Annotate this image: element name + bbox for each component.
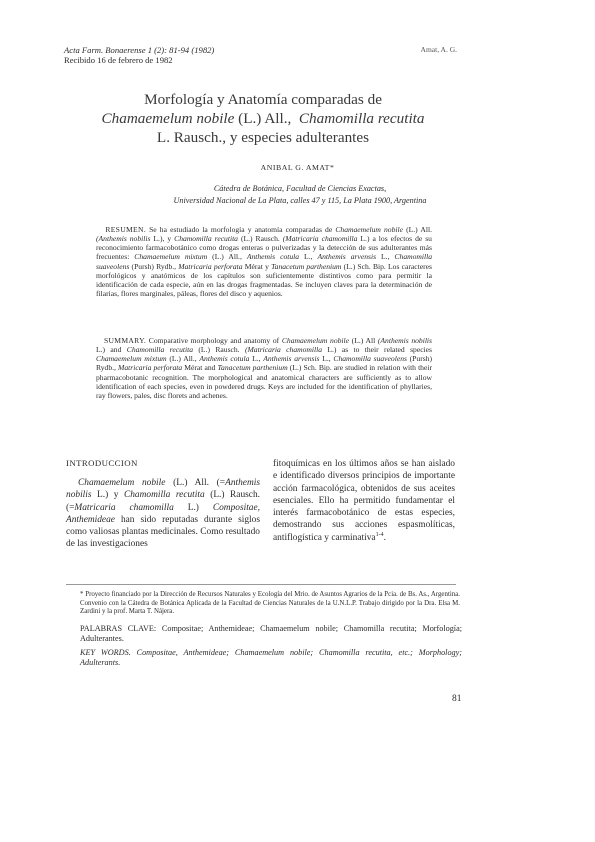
abstract-english-lead: SUMMARY. <box>103 336 147 345</box>
keywords-spanish-text: Compositae; Anthemideae; Chamaemelum nobile; Chamomilla recutita; Morfología; Adulterantes. <box>80 624 462 644</box>
species-name: Anthemis cotula <box>246 252 300 262</box>
abstract-spanish <box>96 225 432 298</box>
journal-citation <box>64 45 214 65</box>
footnote <box>80 591 460 617</box>
keywords-english-text: Compositae, Anthemideae; Chamaemelum nobile; Chamomilla recutita, etc.; Morphology; Adulterants. <box>80 648 462 668</box>
footnote-mark: * <box>80 591 84 598</box>
species-name: Chamomilla recutita <box>174 234 238 244</box>
footnote-divider <box>66 584 456 585</box>
abstract-text: Comparative morphology and anatomy of <box>146 336 282 345</box>
species-name: Anthemis arvensis <box>317 252 377 262</box>
species-name: Chamaemelum mixtum <box>96 354 167 364</box>
species-name: Tanacetum parthenium <box>271 261 342 271</box>
species-name: (Matricaria chamomilla <box>244 345 323 355</box>
title-line-1: Morfología y Anatomía comparadas de <box>144 91 382 108</box>
author-footnote-mark: * <box>329 163 335 172</box>
species-name: Tanacetum parthenium <box>217 363 288 373</box>
abstract-text: (L.) All. <box>402 225 433 234</box>
species-name: Chamaemelum nobile <box>335 225 403 234</box>
abstract-text: L., <box>249 354 264 364</box>
body-text: han sido reputadas durante siglos como valiosas plantas medicinales. Como resultado de las investigaciones <box>66 514 260 550</box>
species-name: Chamomilla recutita <box>126 345 194 355</box>
species-name: (Anthemis nobilis <box>96 234 151 244</box>
section-heading-introduction: INTRODUCCION <box>66 458 138 468</box>
species-name: Chamaemelum nobile <box>281 336 350 345</box>
species-name: Matricaria perforata <box>178 261 243 271</box>
abstract-text: (L.) All., <box>166 354 200 364</box>
species-name: Chamomilla suaveolens <box>333 354 407 364</box>
author-name: ANIBAL G. AMAT <box>260 163 330 172</box>
abstract-text: L., <box>319 354 334 364</box>
species-name: Matricaria perforata <box>118 363 183 373</box>
abstract-text: (L.) Rausch. <box>237 234 283 244</box>
body-text: (L.) Rausch. (= <box>66 490 260 513</box>
abstract-text: (L.) All., <box>207 252 247 262</box>
abstract-text: L.) as to their related species <box>322 345 432 355</box>
abstract-text: L.), y <box>150 234 175 244</box>
species-name: Anthemis cotula <box>199 354 250 364</box>
page-number: 81 <box>452 694 462 704</box>
title-authority-1: (L.) All., <box>234 110 292 127</box>
abstract-text: L., <box>376 252 395 262</box>
species-name: Chamaemelum mixtum <box>134 252 208 262</box>
species-name: Chamomilla suaveolens <box>96 252 433 271</box>
keywords-english <box>80 648 462 669</box>
keywords-spanish-label: PALABRAS CLAVE: <box>80 624 157 633</box>
family-name: Compositae, Anthemideae <box>66 502 260 525</box>
title-line-3: L. Rausch., y especies adulterantes <box>156 129 370 146</box>
abstract-english <box>96 336 432 400</box>
species-name: (Anthemis nobilis <box>377 336 432 345</box>
affiliation-line-1: Cátedra de Botánica, Facultad de Ciencias Exactas, <box>213 184 387 193</box>
title-species-1: Chamaemelum nobile <box>101 110 235 127</box>
footnote-text: Proyecto financiado por la Dirección de Recursos Naturales y Ecología del Mrio. de Asuntos Agrarios de la Pcia. de Bs. As., Argentina. Convenio con la Cátedra de Botánica Aplicada de la Facultad de Ciencias Naturales de la U.N.L.P. Trabajo dirigido por la Dra. Elsa M. Zardini y la prof. Marta T. Nájera. <box>80 591 460 616</box>
title-line-2 <box>88 109 438 128</box>
body-text: . <box>383 532 386 543</box>
abstract-text: Mérat y <box>242 261 272 271</box>
abstract-text: L., <box>299 252 318 262</box>
affiliation-line-2: Universidad Nacional de La Plata, calles 47 y 115, La Plata 1900, Argentina <box>173 195 427 205</box>
abstract-text: (L.) Rausch. <box>193 345 245 355</box>
abstract-text: (Pursh) Rydb., <box>96 354 433 373</box>
intro-column-right <box>273 458 455 544</box>
body-text: (L.) All. (= <box>165 478 226 488</box>
species-name: Anthemis nobilis <box>66 478 260 501</box>
running-author: Amat, A. G. <box>420 45 457 54</box>
abstract-text: L.) a los efectos de su reconocimiento farmacobotánico como drogas enteras o pulverizadas y la detección de sus adulterantes más frecuentes: <box>96 234 432 262</box>
species-name: (Matricaria chamomilla <box>282 234 358 244</box>
body-text: L.) y <box>91 490 124 501</box>
abstract-text: (L.) Sch. Bip. are studied in relation with their pharmacobotanic recognition. The morphological and anatomical characters are sufficiently as to allow identification of each species, even in powdered drugs. Keys are included for the identification of phyllaries, ray flowers, pales, disc florets and achenes. <box>96 363 432 400</box>
species-name: Chamaemelum nobile <box>78 478 166 488</box>
keywords-spanish <box>80 624 462 645</box>
abstract-spanish-lead: RESUMEN. <box>105 225 146 234</box>
species-name: Chamomilla recutita <box>123 490 205 501</box>
article-title <box>88 90 438 147</box>
abstract-text: (L.) Sch. Bip. Los caracteres morfológicos y anatómicos de los capítulos son suficientemente distintivos como para permitir la identificación de cada especie, aún en las drogas fragmentadas. Se incluyen claves para la determinación de filarias, flores marginales, páleas, flores del disco y aquenios. <box>96 261 432 299</box>
species-name: Anthemis arvensis <box>263 354 320 364</box>
keywords-english-label: KEY WORDS. <box>80 648 131 657</box>
body-text: fitoquímicas en los últimos años se han aislado e identificado diversos principios de importante acción farmacológica, obtenidos de sus aceites esenciales. Ello ha permitido fundamentar el interés farmacobotánico de estas especies, demostrando sus acciones espasmolíticas, antiflogística y carminativa <box>273 459 455 543</box>
title-species-2: Chamomilla recutita <box>298 110 425 127</box>
abstract-text: L.) and <box>96 345 127 355</box>
species-name: Matricaria chamomilla <box>74 502 174 513</box>
received-date: Recibido 16 de febrero de 1982 <box>64 55 173 65</box>
journal-reference: Acta Farm. Bonaerense 1 (2): 81-94 (1982) <box>64 45 215 55</box>
abstract-text: (Pursh) Rydb., <box>129 261 179 271</box>
affiliation <box>80 183 520 206</box>
abstract-text: (L.) All <box>349 336 378 345</box>
author-byline <box>0 163 595 172</box>
body-text: L.) <box>173 502 213 513</box>
intro-column-left <box>66 477 260 551</box>
abstract-text: Se ha estudiado la morfología y anatomía comparadas de <box>145 225 336 234</box>
citation-ref: 1-4 <box>375 531 384 538</box>
abstract-text: Mérat and <box>182 363 218 373</box>
